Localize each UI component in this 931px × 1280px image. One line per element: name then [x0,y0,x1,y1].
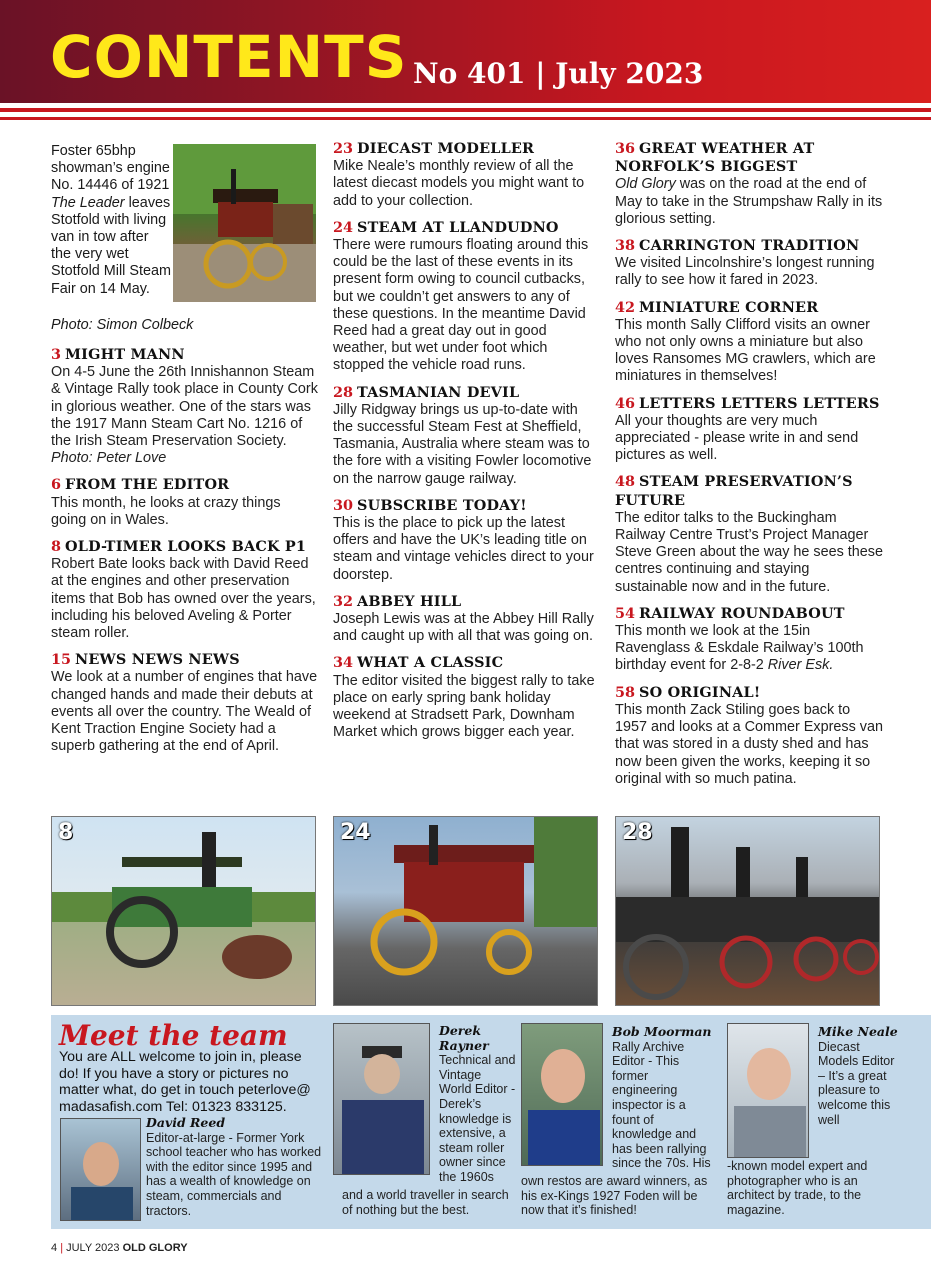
team-member-neale-cont: -known model expert and photographer who is an architect by trade, to the magazine. [727,1159,868,1217]
photo-steam-roller[interactable] [51,816,316,1006]
meet-the-team-panel [51,1015,931,1229]
avatar-derek-rayner [333,1023,430,1175]
contents-entry[interactable]: 15 NEWS NEWS NEWS We look at a number of engines that have changed hands and made their debuts at events all over the country. The Weald of Kent Traction Engine Society had a superb gathering at the end of April. [51,651,318,755]
page-number: 4 [51,1242,58,1254]
team-title: Meet the team [59,1019,288,1052]
team-intro: You are ALL welcome to join in, please do! If you have a story or pictures no matter what, do get in touch peterlove@ madasafish.com Tel: 01323 833125. [59,1049,311,1115]
footer-date: JULY 2023 [66,1242,120,1254]
contents-entry[interactable]: 30 SUBSCRIBE TODAY! This is the place to pick up the latest offers and have the UK’s leading title on steam and vintage vehicles direct to your doorstep. [333,496,594,583]
contents-entry[interactable]: 46 LETTERS LETTERS LETTERS All your thoughts are very much appreciated - please write in and send pictures as well. [615,394,880,464]
contents-entry[interactable]: 38 CARRINGTON TRADITION We visited Lincolnshire’s longest running rally to see how it fared in 2023. [615,237,875,289]
photo-engine-lineup[interactable] [615,816,880,1006]
contents-entry[interactable]: 48 STEAM PRESERVATION’S FUTURE The editor talks to the Buckingham Railway Centre Trust’s Project Manager Steve Green about the way he sees these centres continuing and staying sustainable now and in the future. [615,473,883,595]
team-member-reed: David Reed Editor-at-large - Former York school teacher who has worked with the editor since 1995 and has a wealth of knowledge on steam, commercials and tractors. [146,1115,322,1218]
contents-entry[interactable]: 32 ABBEY HILL Joseph Lewis was at the Abbey Hill Rally and caught up with all that was going on. [333,592,594,645]
photo-page-number: 28 [622,820,653,845]
cover-caption-tail [51,317,193,334]
column-1 [51,346,319,764]
avatar-mike-neale [727,1023,809,1158]
header-banner [0,0,931,103]
photo-page-number: 24 [340,820,371,845]
contents-entry[interactable]: 34 WHAT A CLASSIC The editor visited the biggest rally to take place on early spring bank holiday weekend at Stradsett Park, Downham Market which grows bigger each year. [333,654,595,741]
photo-showmans-engine[interactable] [333,816,598,1006]
contents-entry[interactable]: 6 FROM THE EDITOR This month, he looks at crazy things going on in Wales. [51,476,281,528]
team-member-rayner: Derek Rayner Technical and Vintage World Editor - Derek’s knowledge is extensive, a steam roller owner since the 1960s [439,1023,516,1184]
column-3 [615,140,885,797]
contents-entry[interactable]: 54 RAILWAY ROUNDABOUT This month we look at the 15in Ravenglass & Eskdale Railway’s 100th birthday event for 2-8-2 River Esk. [615,604,864,674]
footer-magazine: OLD GLORY [122,1242,188,1254]
contents-entry[interactable]: 28 TASMANIAN DEVIL Jilly Ridgway brings us up-to-date with the successful Steam Fest at Sheffield, Tasmania, Australia where steam was to the fore with a visiting Fowler locomotive on the narrow gauge railway. [333,383,592,487]
page-footer: 4 | JULY 2023 OLD GLORY [51,1242,188,1254]
contents-entry[interactable]: 58 SO ORIGINAL! This month Zack Stiling goes back to 1957 and looks at a Commer Express van that was stored in a dusty shed and has now been given the works, keeping it so original with so much patina. [615,683,883,787]
avatar-david-reed [60,1118,141,1221]
contents-entry[interactable]: 24 STEAM AT LLANDUDNO There were rumours floating around this could be the last of these events in its present form owing to council cutbacks, but we couldn’t get answers to any of these questions. In the meantime David Reed had a great day out in good weather, but wet under foot which stopped the vehicle road runs. [333,218,589,374]
cover-caption: Foster 65bhp showman’s engine No. 14446 of 1921 The Leader leaves Stotfold with living van in tow after the very wet Stotfold Mill Steam Fair on 14 May. [51,143,171,297]
team-member-moorman-cont: own restos are award winners, as his ex-Kings 1927 Foden will be now that it’s finished! [521,1174,708,1218]
photo-page-number: 8 [58,820,74,845]
avatar-bob-moorman [521,1023,603,1166]
contents-entry[interactable]: 3 MIGHT MANN On 4-5 June the 26th Innishannon Steam & Vintage Rally took place in County Cork in glorious weather. One of the stars was the 1917 Mann Steam Cart No. 1216 of the Irish Steam Preservation Society. Photo: Peter Love [51,346,318,467]
team-member-moorman: Bob Moorman Rally Archive Editor - This former engineering inspector is a fount of knowledge and has been rallying since the 70s. His [612,1024,712,1171]
page-title: CONTENTS [50,23,408,91]
contents-entry[interactable]: 23 DIECAST MODELLER Mike Neale’s monthly review of all the latest diecast models you might want to add to your collection. [333,140,585,209]
team-member-rayner-cont: and a world traveller in search of nothing but the best. [342,1188,509,1217]
divider-rule [0,117,931,120]
contents-entry[interactable]: 42 MINIATURE CORNER This month Sally Clifford visits an owner who not only owns a miniature but also loves Ransomes MG crawlers, which are miniatures in themselves! [615,298,876,385]
divider-rule [0,108,931,112]
issue-label: No 401 | July 2023 [413,57,704,90]
contents-entry[interactable]: 36 GREAT WEATHER AT NORFOLK’S BIGGEST Old Glory was on the road at the end of May to take in the Strumpshaw Rally in its glorious setting. [615,140,883,227]
contents-entry[interactable]: 8 OLD-TIMER LOOKS BACK P1 Robert Bate looks back with David Reed at the engines and other preservation items that Bob has owned over the years, including his beloved Aveling & Porter steam roller. [51,538,316,642]
column-2 [333,140,601,751]
team-member-neale: Mike Neale Diecast Models Editor – It’s a great pleasure to welcome this well [818,1024,898,1127]
photo-credit: Photo: Simon Colbeck [51,317,194,333]
